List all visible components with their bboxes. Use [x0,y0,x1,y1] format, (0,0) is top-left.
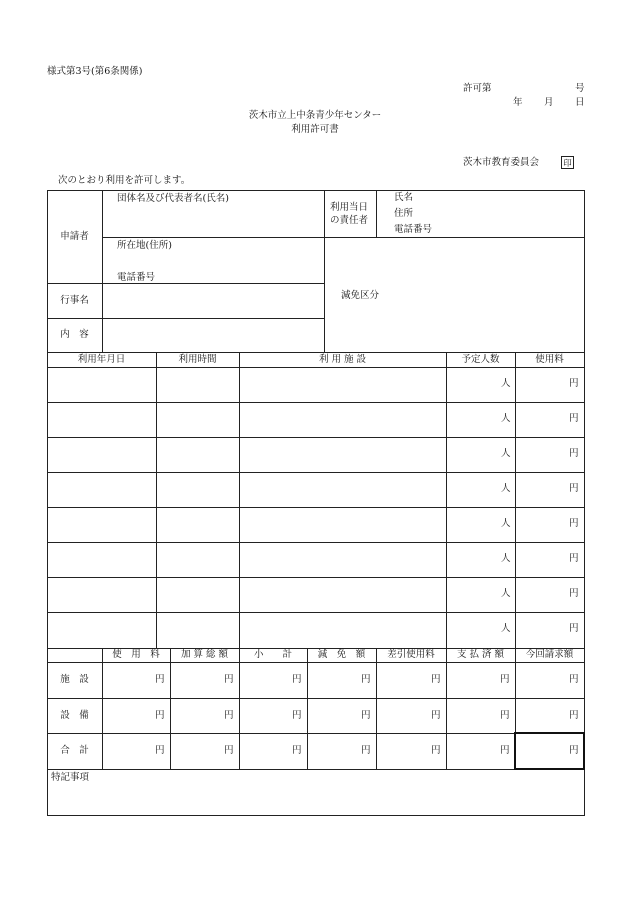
divider [376,648,377,769]
fee-cell-yen-unit: 円 [361,710,371,721]
date-year: 年 [513,97,523,108]
fee-cell-yen-unit: 円 [155,710,165,721]
divider [47,437,585,438]
fee-cell-yen-unit: 円 [155,745,165,756]
fee-header-exemption: 減 免 額 [317,649,366,661]
content-label: 内 容 [60,329,89,341]
fee-cell-yen-unit: 円 [569,745,579,756]
fee-cell-yen-unit: 円 [569,674,579,685]
special-notes-label: 特記事項 [51,772,90,783]
attendees-unit: 人 [501,483,511,494]
col-header-fee: 使用料 [535,353,564,365]
divider [47,402,585,403]
fee-cell-yen-unit: 円 [224,710,234,721]
divider [239,648,240,769]
fee-cell-yen-unit: 円 [500,674,510,685]
form-number: 様式第3号(第6条関係) [47,66,143,77]
divider [47,367,585,368]
title-facility: 茨木市立上中条青少年センター [248,110,382,121]
divider [324,190,325,352]
responsible-name-label: 氏名 [394,192,414,203]
fee-cell-yen-unit: 円 [292,674,302,685]
divider [102,648,103,769]
fee-cell-yen-unit: 円 [500,745,510,756]
divider [156,352,157,648]
attendees-unit: 人 [501,518,511,529]
fee-cell-yen-unit: 円 [292,745,302,756]
table-border-right [584,190,585,816]
attendees-unit: 人 [501,588,511,599]
fee-unit: 円 [569,378,579,389]
exemption-category-label: 減免区分 [341,290,380,301]
permit-number-prefix: 許可第 [463,83,492,94]
divider [47,472,585,473]
fee-cell-yen-unit: 円 [431,745,441,756]
responsible-address-label: 住所 [394,208,414,219]
fee-cell-yen-unit: 円 [361,745,371,756]
divider [47,577,585,578]
fee-cell-yen-unit: 円 [431,710,441,721]
divider [102,237,584,238]
responsible-phone-label: 電話番号 [394,224,433,235]
divider [47,612,585,613]
applicant-label: 申請者 [60,230,89,242]
divider [239,352,240,648]
address-label: 所在地(住所) [117,240,172,251]
responsible-label-line1: 利用当日 [330,202,369,213]
col-header-facility: 利 用 施 設 [318,353,367,365]
divider [170,648,171,769]
title-document: 利用許可書 [291,124,339,135]
divider [376,190,377,237]
attendees-unit: 人 [501,623,511,634]
col-header-time: 利用時間 [178,353,217,365]
fee-header-current-charge: 今回請求額 [525,649,574,661]
table-border-bottom [47,815,585,816]
divider [47,542,585,543]
fee-unit: 円 [569,553,579,564]
fee-row-label-total: 合 計 [60,745,89,757]
fee-unit: 円 [569,413,579,424]
col-header-date: 利用年月日 [77,353,126,365]
issuer: 茨木市教育委員会 [463,157,540,168]
fee-header-net-fee: 差引使用料 [387,649,435,661]
fee-unit: 円 [569,448,579,459]
phone-label: 電話番号 [117,272,156,283]
divider [515,352,516,648]
divider [307,648,308,769]
divider [446,648,447,769]
fee-cell-yen-unit: 円 [224,745,234,756]
seal-stamp: 印 [561,156,574,169]
attendees-unit: 人 [501,553,511,564]
fee-unit: 円 [569,518,579,529]
divider [446,352,447,648]
fee-row-label-equipment: 設 備 [60,709,89,721]
fee-header-paid: 支 払 済 額 [456,649,505,661]
divider [47,507,585,508]
event-name-label: 行事名 [60,294,89,306]
fee-cell-yen-unit: 円 [292,710,302,721]
divider [47,698,585,699]
fee-cell-yen-unit: 円 [569,710,579,721]
divider [47,662,585,663]
fee-unit: 円 [569,483,579,494]
fee-header-usage-fee: 使 用 料 [112,649,160,661]
attendees-unit: 人 [501,413,511,424]
fee-cell-yen-unit: 円 [155,674,165,685]
attendees-unit: 人 [501,448,511,459]
group-name-label: 団体名及び代表者名(氏名) [117,193,229,204]
divider [102,190,103,352]
responsible-label-line2: の責任者 [330,215,369,226]
attendees-unit: 人 [501,378,511,389]
fee-header-subtotal: 小 計 [253,649,292,661]
col-header-attendees: 予定人数 [461,353,500,365]
fee-cell-yen-unit: 円 [431,674,441,685]
divider [47,769,585,770]
fee-cell-yen-unit: 円 [500,710,510,721]
fee-cell-yen-unit: 円 [224,674,234,685]
fee-unit: 円 [569,588,579,599]
permit-number-suffix: 号 [575,83,585,94]
table-border-top [47,190,585,191]
fee-cell-yen-unit: 円 [361,674,371,685]
fee-row-label-facility: 施 設 [60,674,89,686]
date-month: 月 [544,97,554,108]
date-day: 日 [575,97,585,108]
intro-text: 次のとおり利用を許可します。 [58,175,191,186]
fee-header-addition-total: 加 算 総 額 [180,649,229,661]
fee-unit: 円 [569,623,579,634]
divider [47,733,585,734]
